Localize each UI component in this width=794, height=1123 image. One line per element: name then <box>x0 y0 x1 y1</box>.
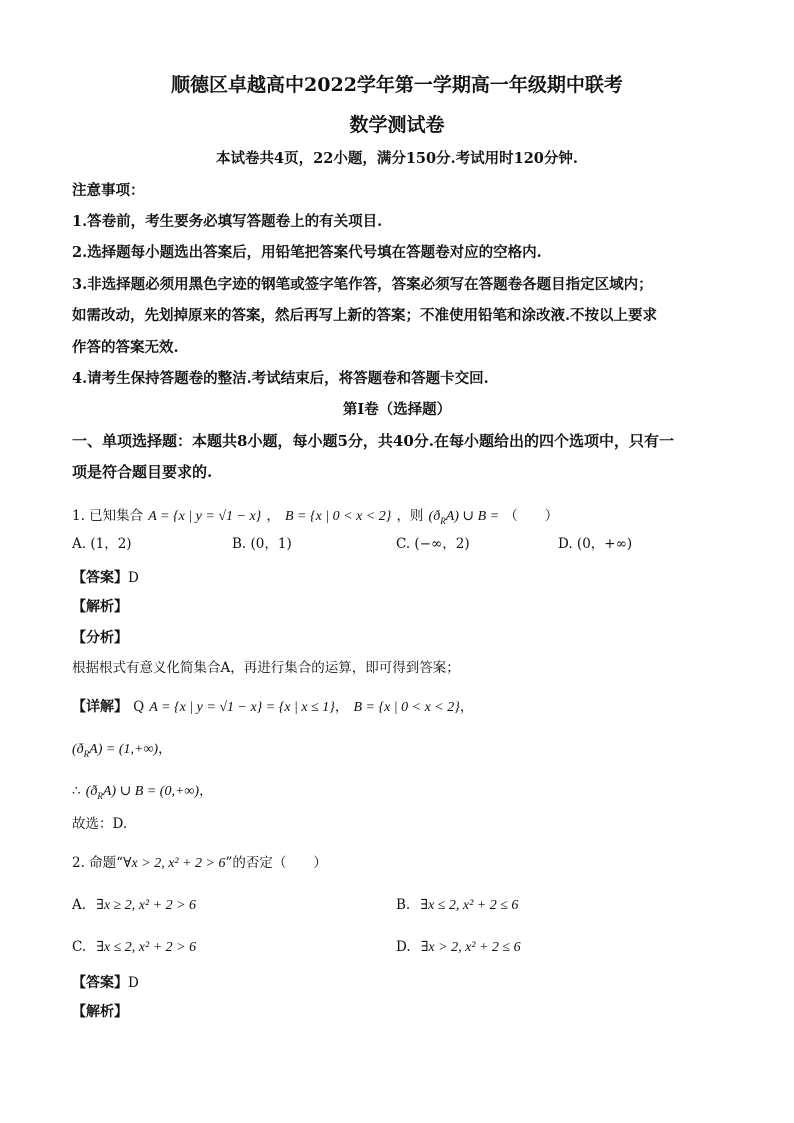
answer-value: D <box>128 975 139 991</box>
option-expr: ∃x ≥ 2, x² + 2 > 6 <box>96 898 197 913</box>
notice-heading: 注意事项： <box>72 182 145 199</box>
notice-item: 1.答卷前，考生要务必填写答题卷上的有关项目. <box>72 213 383 230</box>
question-2-prefix: 2. 命题“ <box>72 855 124 871</box>
question-2 <box>72 854 327 871</box>
union-expr <box>429 509 500 524</box>
option-expr: ∃x ≤ 2, x² + 2 > 6 <box>96 940 197 955</box>
option-d: D. (0，+∞) <box>558 536 633 552</box>
section-instruction: 项是符合题目要求的. <box>72 463 213 481</box>
answer-line <box>72 974 139 991</box>
then-text: ，则 <box>396 508 424 524</box>
option-d <box>396 938 521 955</box>
separator: ， <box>199 783 213 799</box>
question-1 <box>72 507 558 526</box>
analysis-tag: 【解析】 <box>72 599 128 615</box>
option-letter: C. <box>72 939 87 955</box>
analysis-tag: 【解析】 <box>72 1004 128 1020</box>
complement-rest: A) = (1,+∞) <box>89 742 159 757</box>
notice-item: 2.选择题每小题选出答案后，用铅笔把答案代号填在答题卷对应的空格内. <box>72 244 542 261</box>
option-expr: ∃x ≤ 2, x² + 2 ≤ 6 <box>420 898 519 913</box>
answer-value: D <box>128 570 139 586</box>
option-a: A. (1，2) <box>72 536 132 552</box>
notice-item: 4.请考生保持答题卷的整洁.考试结束后，将答题卷和答题卡交回. <box>72 370 489 387</box>
detail-line-3 <box>72 782 213 801</box>
detail-tag: 【详解】 <box>72 699 128 715</box>
proposition-expr: ∀x > 2, x² + 2 > 6 <box>123 856 226 871</box>
exam-title: 顺德区卓越高中2022学年第一学期高一年级期中联考 <box>171 74 623 96</box>
question-2-suffix: ”的否定（ ） <box>225 855 327 871</box>
complement-symbol: (ð <box>428 509 441 524</box>
conclusion: 故选：D. <box>72 816 128 832</box>
notice-item: 如需改动，先划掉原来的答案，然后再写上新的答案；不准使用铅笔和涂改液.不按以上要求 <box>72 307 658 324</box>
separator: ， <box>266 508 280 524</box>
union-rest: A) ∪ B = <box>445 509 500 524</box>
complement-subscript: R <box>83 748 90 759</box>
option-letter: B. <box>396 897 411 913</box>
option-b: B. (0，1) <box>232 536 292 552</box>
option-a <box>72 896 196 913</box>
separator: ， <box>459 699 474 715</box>
exam-subtitle: 数学测试卷 <box>349 114 445 136</box>
detail-set-a: A = {x | y = √1 − x} = {x | x ≤ 1} <box>149 700 335 715</box>
option-b <box>396 896 518 913</box>
complement-subscript: R <box>440 515 446 526</box>
separator: ， <box>334 699 349 715</box>
option-c: C. (−∞，2) <box>396 536 470 552</box>
notice-item: 3.非选择题必须用黑色字迹的钢笔或签字笔作答，答案必须写在答题卷各题目指定区域内； <box>72 276 653 293</box>
detail-set-b: B = {x | 0 < x < 2} <box>353 700 460 715</box>
notice-item: 作答的答案无效. <box>72 339 179 356</box>
fenxi-text: 根据根式有意义化简集合A，再进行集合的运算，即可得到答案； <box>72 660 460 676</box>
exam-info: 本试卷共4页，22小题，满分150分.考试用时120分钟. <box>216 150 578 167</box>
detail-line-2 <box>72 740 172 759</box>
option-letter: A. <box>72 897 87 913</box>
answer-line <box>72 569 139 586</box>
set-a-expr: A = {x | y = √1 − x} <box>148 509 262 524</box>
volume-heading: 第Ⅰ卷（选择题） <box>342 401 452 418</box>
complement-symbol: (ð <box>85 784 98 799</box>
option-letter: D. <box>396 939 411 955</box>
answer-tag: 【答案】 <box>72 975 128 991</box>
option-c <box>72 938 196 955</box>
complement-subscript: R <box>97 790 103 801</box>
because-symbol: Q <box>133 699 145 715</box>
answer-paren: （ ） <box>504 508 559 524</box>
complement-expr <box>72 742 158 757</box>
question-1-prefix: 1. 已知集合 <box>72 508 144 524</box>
fenxi-tag: 【分析】 <box>72 630 128 646</box>
separator: ， <box>158 741 172 757</box>
option-expr: ∃x > 2, x² + 2 ≤ 6 <box>420 940 521 955</box>
therefore-symbol: ∴ <box>72 783 81 799</box>
union-result-rest: A) ∪ B = (0,+∞) <box>102 784 200 799</box>
complement-symbol: (ð <box>72 742 84 757</box>
detail-line-1 <box>72 698 473 715</box>
set-b-expr: B = {x | 0 < x < 2} <box>284 509 392 524</box>
answer-tag: 【答案】 <box>72 570 128 586</box>
union-result-expr <box>86 784 199 799</box>
section-instruction: 一、单项选择题：本题共8小题，每小题5分，共40分.在每小题给出的四个选项中，只有一 <box>72 432 674 450</box>
